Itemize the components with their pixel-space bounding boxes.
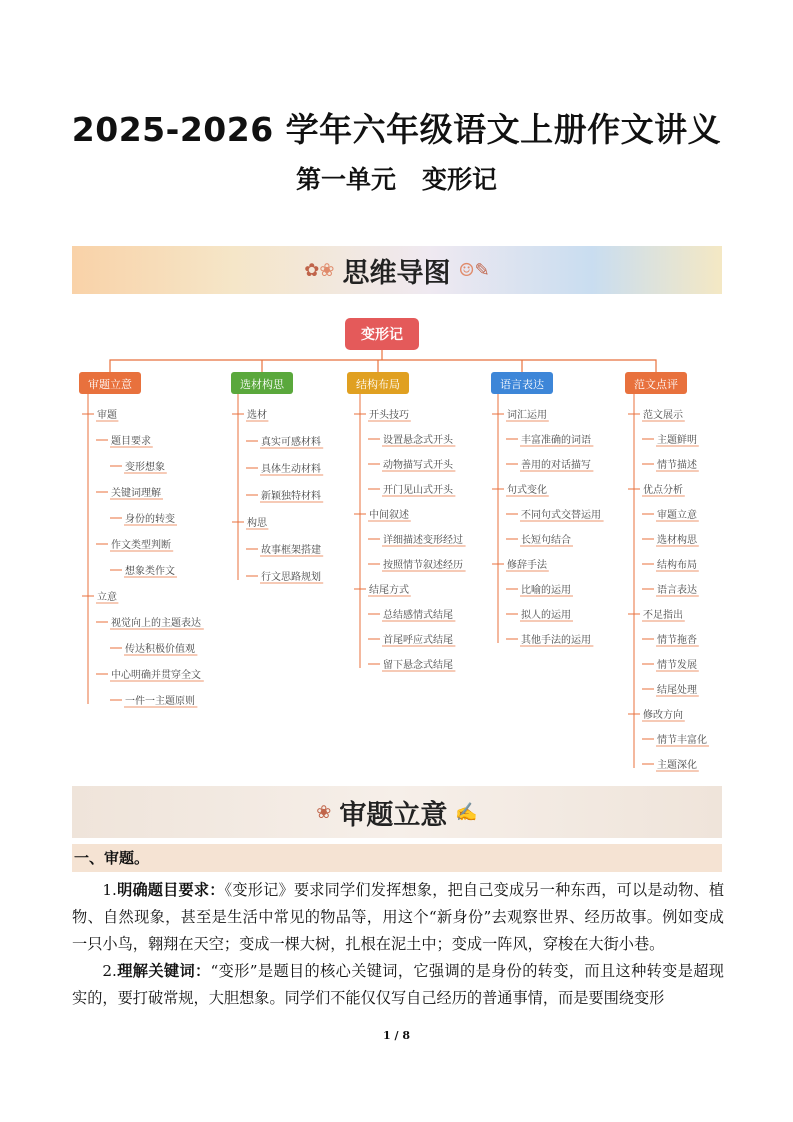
mindmap-node: 修辞手法 bbox=[507, 560, 547, 571]
mindmap-node: 一件一主题原则 bbox=[125, 696, 195, 707]
mindmap-node: 情节描述 bbox=[657, 460, 697, 471]
branch-5-label: 范文点评 bbox=[634, 378, 678, 391]
mindmap-node: 具体生动材料 bbox=[261, 464, 321, 475]
mindmap-node: 结尾处理 bbox=[657, 685, 697, 696]
mindmap-node: 变形想象 bbox=[125, 462, 165, 473]
mindmap-node: 构思 bbox=[247, 518, 267, 529]
mindmap-node: 立意 bbox=[97, 592, 117, 603]
mindmap-node: 丰富准确的词语 bbox=[521, 435, 591, 446]
mindmap-node: 详细描述变形经过 bbox=[383, 535, 463, 546]
bear-icon: ✿ bbox=[304, 259, 320, 281]
mindmap-node: 修改方向 bbox=[643, 710, 683, 721]
mindmap-node: 其他手法的运用 bbox=[521, 635, 591, 646]
mindmap-node: 优点分析 bbox=[643, 485, 683, 496]
mindmap-node: 选材构思 bbox=[657, 535, 697, 546]
para2-text: “变形”是题目的核心关键词，它强调的是身份的转变，而且这种转变是超现实的，要打破常规，大胆想象。同学们不能仅仅写自己经历的普通事情，而是要围绕变形 bbox=[72, 962, 724, 1007]
mindmap-node: 范文展示 bbox=[643, 410, 683, 421]
mindmap-node: 身份的转变 bbox=[125, 514, 175, 525]
mindmap-node: 语言表达 bbox=[657, 585, 697, 596]
mindmap-node: 长短句结合 bbox=[521, 535, 571, 546]
mindmap-node: 作文类型判断 bbox=[111, 540, 171, 551]
mindmap-node: 善用的对话描写 bbox=[521, 460, 591, 471]
para2-bold: 理解关键词： bbox=[116, 962, 211, 980]
page-number: 1 / 8 bbox=[383, 1029, 410, 1042]
mindmap-node: 不同句式交替运用 bbox=[521, 510, 601, 521]
mindmap-node: 审题立意 bbox=[657, 510, 697, 521]
mindmap-node: 动物描写式开头 bbox=[383, 460, 453, 471]
paragraph-2 bbox=[72, 958, 724, 1012]
mindmap-root-label: 变形记 bbox=[361, 327, 403, 343]
mindmap-node: 选材 bbox=[247, 410, 267, 421]
section-banner-label: 审题立意 bbox=[339, 799, 448, 831]
flower-icon: ❀ bbox=[316, 801, 332, 823]
section-heading: 一、审题。 bbox=[72, 844, 722, 872]
para2-number: 2. bbox=[102, 962, 117, 980]
flower-icon: ❀ bbox=[319, 259, 335, 281]
pencil-icon: ✎ bbox=[474, 259, 490, 281]
mindmap-node: 词汇运用 bbox=[507, 410, 547, 421]
mindmap-node: 拟人的运用 bbox=[521, 610, 571, 621]
para1-bold: 明确题目要求： bbox=[116, 881, 225, 899]
branch-4-label: 语言表达 bbox=[500, 378, 544, 391]
mindmap-node: 真实可感材料 bbox=[261, 437, 321, 448]
mindmap-node: 结尾方式 bbox=[369, 585, 409, 596]
branch-3-label: 结构布局 bbox=[356, 378, 400, 391]
mindmap-node: 留下悬念式结尾 bbox=[383, 660, 453, 671]
mindmap-node: 想象类作文 bbox=[125, 566, 175, 577]
mindmap-node: 开头技巧 bbox=[369, 410, 409, 421]
mindmap-node: 开门见山式开头 bbox=[383, 485, 453, 496]
branch-2-label: 选材构思 bbox=[240, 378, 284, 391]
mindmap-node: 不足指出 bbox=[643, 610, 683, 621]
mindmap-node: 按照情节叙述经历 bbox=[383, 560, 463, 571]
mindmap-node: 比喻的运用 bbox=[521, 585, 571, 596]
mindmap-node: 中心明确并贯穿全文 bbox=[111, 670, 201, 681]
mindmap-node: 主题鲜明 bbox=[657, 435, 697, 446]
mindmap-node: 审题 bbox=[97, 410, 117, 421]
mindmap-node: 新颖独特材料 bbox=[261, 491, 321, 502]
paragraph-1 bbox=[72, 877, 724, 958]
mindmap-node: 传达积极价值观 bbox=[125, 644, 195, 655]
page-subtitle: 第一单元 变形记 bbox=[295, 165, 498, 194]
child-icon: ☺ bbox=[458, 259, 475, 281]
mindmap-node: 主题深化 bbox=[657, 760, 697, 771]
mindmap-node: 总结感情式结尾 bbox=[383, 610, 453, 621]
mindmap-node: 情节发展 bbox=[657, 660, 697, 671]
child-icon: ✍ bbox=[455, 801, 478, 823]
branch-1-label: 审题立意 bbox=[88, 378, 132, 391]
branch-connector bbox=[110, 360, 656, 372]
mindmap-banner-label: 思维导图 bbox=[342, 257, 451, 289]
mindmap-node: 关键词理解 bbox=[111, 488, 161, 499]
mindmap-node: 句式变化 bbox=[507, 485, 547, 496]
mindmap-node: 视觉向上的主题表达 bbox=[111, 618, 201, 629]
mindmap-node: 故事框架搭建 bbox=[261, 545, 321, 556]
mindmap-node: 结构布局 bbox=[657, 560, 697, 571]
mindmap-banner bbox=[72, 246, 722, 294]
mindmap-node: 情节拖沓 bbox=[657, 635, 697, 646]
page-title: 2025-2026 学年六年级语文上册作文讲义 bbox=[71, 110, 722, 149]
mindmap-node: 设置悬念式开头 bbox=[383, 435, 453, 446]
mindmap-node: 中间叙述 bbox=[369, 510, 409, 521]
mindmap-node: 情节丰富化 bbox=[657, 735, 707, 746]
mindmap-node: 行文思路规划 bbox=[261, 572, 321, 583]
mindmap-node: 题目要求 bbox=[111, 436, 151, 447]
mind-map bbox=[70, 310, 730, 780]
para1-number: 1. bbox=[102, 881, 117, 899]
section-banner bbox=[72, 786, 722, 838]
mindmap-node: 首尾呼应式结尾 bbox=[383, 635, 453, 646]
para1-text: 《变形记》要求同学们发挥想象，把自己变成另一种东西，可以是动物、植物、自然现象，甚至是生活中常见的物品等，用这个“新身份”去观察世界、经历故事。例如变成一只小鸟，翱翔在天空；变成一棵大树，扎根在泥土中；变成一阵风，穿梭在大街小巷。 bbox=[72, 881, 725, 953]
